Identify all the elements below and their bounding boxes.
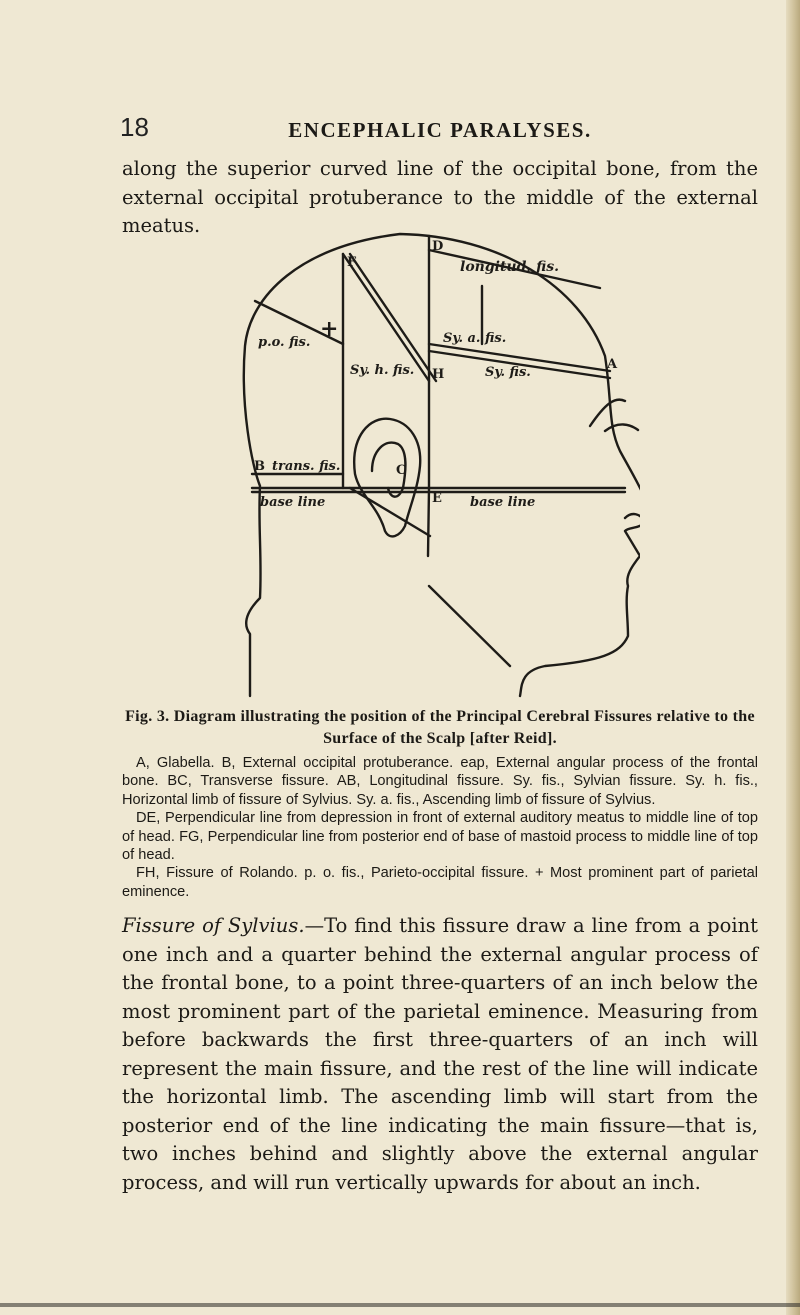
label-plus: + [320,316,339,342]
label-base-line-right: base line [470,495,536,510]
fissure-of-rolando [343,254,429,381]
legend-paragraph-3: FH, Fissure of Rolando. p. o. fis., Parieto-occipital fissure. + Most prominent part of parietal eminence. [122,865,758,900]
line-e-jaw [428,488,429,556]
label-sy-fis: Sy. fis. [485,365,531,380]
page-edge [786,0,800,1315]
label-sy-h-fis: Sy. h. fis. [350,363,415,378]
label-longitud-fis: longitud. fis. [460,259,560,275]
main-paragraph [122,912,758,1197]
eyebrow [590,400,625,426]
rolando-double [350,254,436,381]
paragraph-lead: Fissure of Sylvius. [122,914,305,937]
line-neck [429,586,510,666]
page-header [120,112,760,146]
legend-paragraph-2: DE, Perpendicular line from depression in front of external auditory meatus to middle line of top of head. FG, Perpendicular line from posterior end of base of mastoid process to middle line of top of head. [122,810,758,864]
figure-caption-title: Fig. 3. Diagram illustrating the position of the Principal Cerebral Fissures relative to the Surface of the Scalp [after Reid]. [125,708,755,747]
label-d: D [432,239,444,254]
paragraph-text: —To find this fissure draw a line from a point one inch and a quarter behind the external angular process of the frontal bone, to a point three-quarters of an inch below the most prominent part of the parietal eminence. Measuring from before backwards the first three-quarters of an inch will represent the main fissure, and the rest of the line will indicate the horizontal limb. The ascending limb will start from the posterior end of the line indicating the main fissure—that is, two inches behind and slightly above the external angular process, and will run vertically upwards for about an inch. [122,914,759,1194]
head-diagram [200,226,640,701]
label-f: F [347,255,357,270]
figure-legend [122,754,758,901]
label-b: B [254,459,265,474]
ear-outline [354,419,420,537]
label-po-fis: p.o. fis. [258,335,311,350]
label-c: C [396,463,407,478]
head-diagram-figure [200,226,640,701]
bottom-rule [0,1303,800,1307]
legend-paragraph-1: A, Glabella. B, External occipital protuberance. eap, External angular process of the frontal bone. BC, Transverse fissure. AB, Longitudinal fissure. Sy. fis., Sylvian fissure. Sy. h. fis., Horizontal limb of fissure of Sylvius. Sy. a. fis., Ascending limb of fissure of Sylvius. [122,755,758,808]
label-sy-a-fis: Sy. a. fis. [443,331,507,346]
label-base-line-left: base line [260,495,326,510]
label-trans-fis: trans. fis. [272,459,341,474]
running-head: ENCEPHALIC PARALYSES. [288,118,592,142]
label-a: A [607,357,618,372]
label-e: E [432,491,442,506]
eye [605,424,638,431]
nostril [625,514,640,521]
intro-paragraph: along the superior curved line of the occipital bone, from the external occipital protuberance to the middle of the external meatus. [122,157,758,237]
page-number: 18 [120,112,149,142]
label-h: H [432,367,445,382]
